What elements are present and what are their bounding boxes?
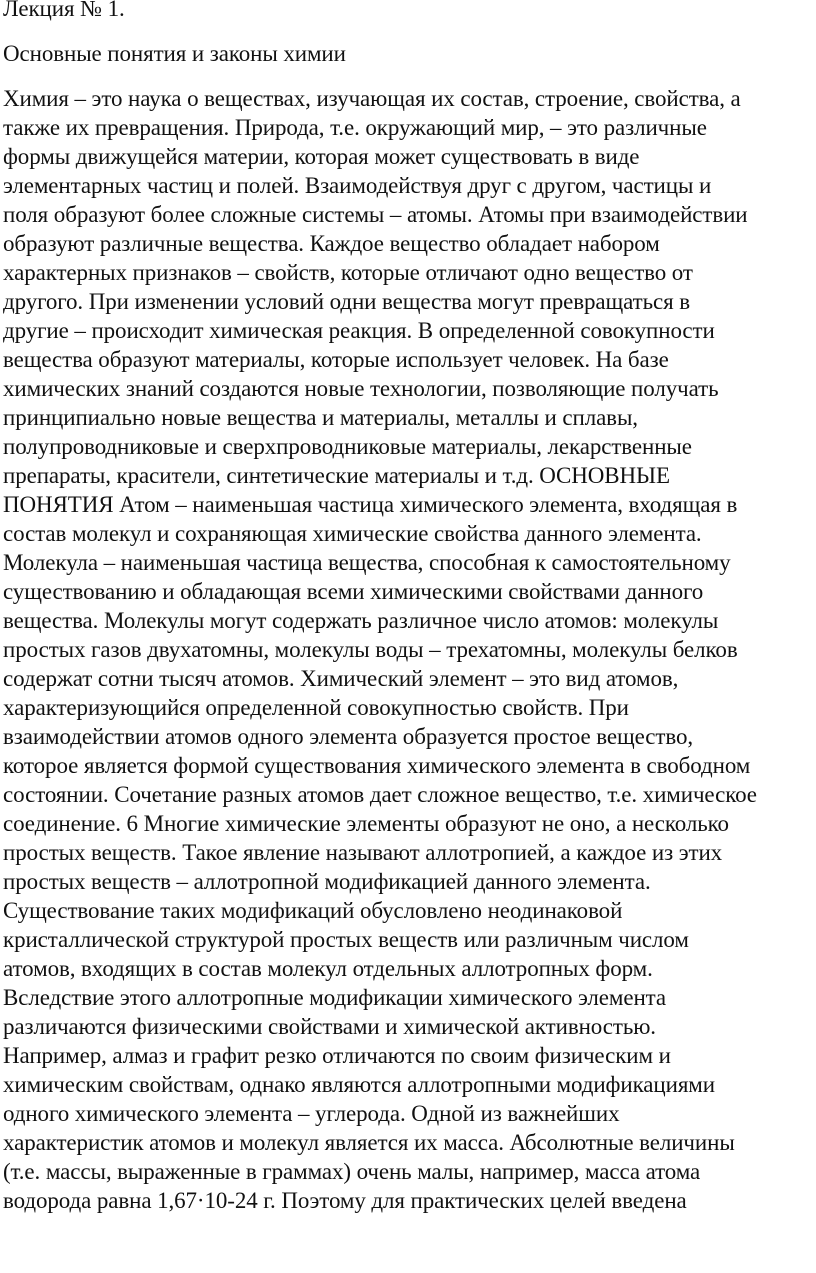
body-line: соединение. 6 Многие химические элементы образуют не оно, а несколько: [3, 811, 729, 836]
body-line: полупроводниковые и сверхпроводниковые материалы, лекарственные: [3, 434, 692, 459]
body-line: другого. При изменении условий одни вещества могут превращаться в: [3, 289, 690, 314]
body-line: Вследствие этого аллотропные модификации химического элемента: [3, 985, 667, 1010]
body-line: характеризующийся определенной совокупностью свойств. При: [3, 695, 629, 720]
body-line: вещества образуют материалы, которые использует человек. На базе: [3, 347, 669, 372]
body-line: простых газов двухатомны, молекулы воды – трехатомны, молекулы белков: [3, 637, 738, 662]
body-line: Например, алмаз и графит резко отличаются по своим физическим и: [3, 1043, 671, 1068]
lecture-heading: Лекция № 1.: [3, 0, 125, 21]
body-line: содержат сотни тысяч атомов. Химический элемент – это вид атомов,: [3, 666, 679, 691]
body-line: вещества. Молекулы могут содержать различное число атомов: молекулы: [3, 608, 719, 633]
body-line: существованию и обладающая всеми химическими свойствами данного: [3, 579, 704, 604]
body-line: ПОНЯТИЯ Атом – наименьшая частица химического элемента, входящая в: [3, 492, 738, 517]
body-line: (т.е. массы, выраженные в граммах) очень малы, например, масса атома: [3, 1159, 701, 1184]
body-line: Молекула – наименьшая частица вещества, способная к самостоятельному: [3, 550, 731, 575]
body-line: водорода равна 1,67·10-24 г. Поэтому для практических целей введена: [3, 1188, 687, 1213]
body-line: состоянии. Сочетание разных атомов дает сложное вещество, т.е. химическое: [3, 782, 757, 807]
body-line: поля образуют более сложные системы – атомы. Атомы при взаимодействии: [3, 202, 748, 227]
body-line: элементарных частиц и полей. Взаимодействуя друг с другом, частицы и: [3, 173, 712, 198]
body-line: взаимодействии атомов одного элемента образуется простое вещество,: [3, 724, 694, 749]
body-line: принципиально новые вещества и материалы, металлы и сплавы,: [3, 405, 638, 430]
body-line: другие – происходит химическая реакция. В определенной совокупности: [3, 318, 715, 343]
body-line: препараты, красители, синтетические материалы и т.д. ОСНОВНЫЕ: [3, 463, 670, 488]
body-line: кристаллической структурой простых веществ или различным числом: [3, 927, 689, 952]
body-line: одного химического элемента – углерода. Одной из важнейших: [3, 1101, 620, 1126]
body-line: характерных признаков – свойств, которые отличают одно вещество от: [3, 260, 693, 285]
body-line: которое является формой существования химического элемента в свободном: [3, 753, 751, 778]
body-text: [0, 84, 816, 1215]
body-line: также их превращения. Природа, т.е. окружающий мир, – это различные: [3, 115, 707, 140]
body-line: характеристик атомов и молекул является их масса. Абсолютные величины: [3, 1130, 735, 1155]
section-title: Основные понятия и законы химии: [3, 41, 346, 66]
body-line: атомов, входящих в состав молекул отдельных аллотропных форм.: [3, 956, 653, 981]
body-line: химическим свойствам, однако являются аллотропными модификациями: [3, 1072, 715, 1097]
body-line: Химия – это наука о веществах, изучающая их состав, строение, свойства, а: [3, 86, 741, 111]
body-line: простых веществ. Такое явление называют аллотропией, а каждое из этих: [3, 840, 723, 865]
body-line: состав молекул и сохраняющая химические свойства данного элемента.: [3, 521, 702, 546]
body-line: формы движущейся материи, которая может существовать в виде: [3, 144, 640, 169]
body-line: образуют различные вещества. Каждое вещество обладает набором: [3, 231, 660, 256]
body-line: Существование таких модификаций обусловлено неодинаковой: [3, 898, 623, 923]
body-line: различаются физическими свойствами и химической активностью.: [3, 1014, 656, 1039]
body-line: простых веществ – аллотропной модификацией данного элемента.: [3, 869, 651, 894]
body-line: химических знаний создаются новые технологии, позволяющие получать: [3, 376, 719, 401]
